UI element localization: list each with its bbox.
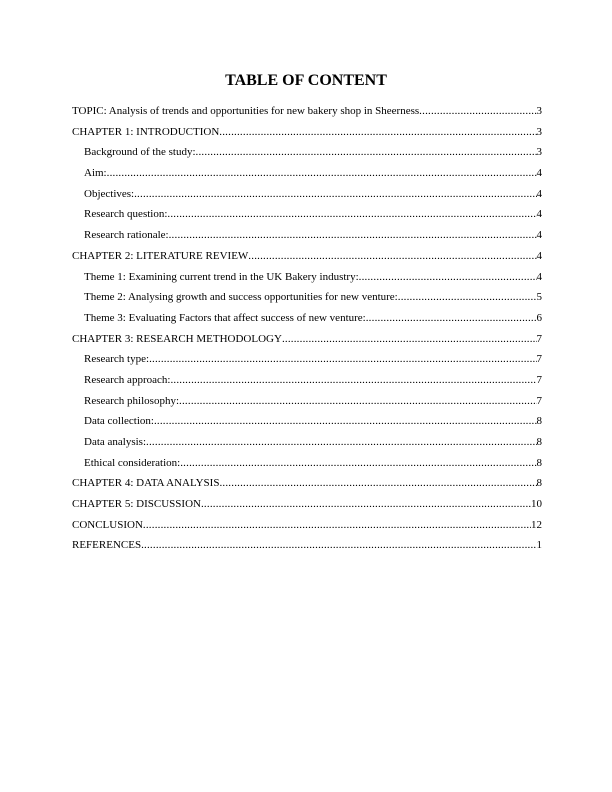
toc-entry-label[interactable]: Background of the study: bbox=[84, 146, 196, 159]
toc-entry[interactable] bbox=[72, 104, 542, 125]
toc-entry[interactable] bbox=[72, 352, 542, 373]
toc-entry[interactable] bbox=[72, 456, 542, 477]
toc-entry-page-number: 6 bbox=[536, 311, 542, 324]
toc-entry-label[interactable]: Theme 1: Examining current trend in the UK Bakery industry: bbox=[84, 270, 359, 283]
toc-entry-page-number: 3 bbox=[536, 105, 542, 117]
toc-entry-page-number: 4 bbox=[536, 167, 542, 180]
toc-entry-page-number: 4 bbox=[536, 229, 542, 242]
toc-entry[interactable] bbox=[72, 414, 542, 435]
toc-entry-label[interactable]: Research philosophy: bbox=[84, 394, 180, 407]
toc-dot-leader bbox=[170, 373, 536, 387]
toc-title: TABLE OF CONTENT bbox=[225, 72, 387, 89]
toc-entry-page-number: 5 bbox=[536, 291, 542, 304]
toc-entry[interactable] bbox=[72, 373, 542, 394]
toc-entry[interactable] bbox=[72, 538, 542, 559]
toc-entry-page-number: 4 bbox=[536, 249, 542, 262]
toc-entry-page-number: 8 bbox=[536, 415, 542, 428]
toc-entry-label[interactable]: Data collection: bbox=[84, 415, 154, 428]
toc-entry-label[interactable]: Theme 2: Analysing growth and success opportunities for new venture: bbox=[84, 291, 398, 304]
toc-entry[interactable] bbox=[72, 125, 542, 146]
toc-entry[interactable] bbox=[72, 249, 542, 270]
toc-entry-label[interactable]: Data analysis: bbox=[84, 436, 147, 448]
toc-dot-leader bbox=[143, 518, 531, 532]
toc-entry-label[interactable]: Objectives: bbox=[84, 187, 135, 200]
toc-dot-leader bbox=[282, 332, 537, 346]
toc-entry-label[interactable]: CHAPTER 1: INTRODUCTION bbox=[72, 125, 220, 138]
toc-entry[interactable] bbox=[72, 332, 542, 353]
toc-entry-page-number: 10 bbox=[531, 498, 542, 511]
toc-entry-page-number: 7 bbox=[536, 353, 542, 366]
toc-entry-page-number: 8 bbox=[536, 456, 542, 469]
toc-dot-leader bbox=[219, 476, 536, 490]
toc-dot-leader bbox=[419, 104, 536, 118]
toc-entry-page-number: 7 bbox=[536, 332, 542, 345]
toc-dot-leader bbox=[146, 435, 536, 449]
toc-entry-label[interactable]: CHAPTER 3: RESEARCH METHODOLOGY bbox=[72, 332, 282, 345]
toc-entry-page-number: 4 bbox=[536, 270, 542, 283]
toc-entry-label[interactable]: Theme 3: Evaluating Factors that affect success of new venture: bbox=[84, 311, 366, 324]
toc-entry-page-number: 8 bbox=[536, 477, 542, 490]
toc-entry-label[interactable]: Research question: bbox=[84, 208, 168, 221]
toc-dot-leader bbox=[154, 414, 537, 428]
toc-entry-label[interactable]: CHAPTER 2: LITERATURE REVIEW bbox=[72, 249, 249, 262]
toc-entry-label[interactable]: Ethical consideration: bbox=[84, 456, 181, 469]
toc-entry-page-number: 7 bbox=[536, 373, 542, 386]
toc-entry[interactable] bbox=[72, 497, 542, 518]
toc-entry-label[interactable]: Research type: bbox=[84, 353, 150, 366]
toc-dot-leader bbox=[134, 187, 536, 201]
toc-entry[interactable] bbox=[72, 145, 542, 166]
toc-entry[interactable] bbox=[72, 187, 542, 208]
toc-entry[interactable] bbox=[72, 518, 542, 539]
toc-dot-leader bbox=[219, 125, 536, 139]
toc-dot-leader bbox=[180, 456, 536, 470]
toc-entry-page-number: 1 bbox=[536, 539, 542, 552]
toc-entry[interactable] bbox=[72, 435, 542, 456]
toc-entry-page-number: 4 bbox=[536, 208, 542, 221]
toc-entry-page-number: 3 bbox=[536, 125, 542, 138]
toc-entry-label[interactable]: CONCLUSION bbox=[72, 518, 143, 531]
toc-entry-label[interactable]: CHAPTER 4: DATA ANALYSIS bbox=[72, 477, 220, 490]
toc-entry-label[interactable]: CHAPTER 5: DISCUSSION bbox=[72, 498, 201, 511]
toc-entry-label[interactable]: TOPIC: Analysis of trends and opportunities for new bakery shop in Sheerness bbox=[72, 105, 420, 117]
toc-dot-leader bbox=[201, 497, 531, 511]
toc-entry-page-number: 4 bbox=[536, 187, 542, 200]
toc-dot-leader bbox=[179, 394, 536, 408]
toc-entry-page-number: 8 bbox=[536, 436, 542, 448]
toc-entry[interactable] bbox=[72, 228, 542, 249]
toc-dot-leader bbox=[359, 270, 537, 284]
toc-entry[interactable] bbox=[72, 311, 542, 332]
toc-entry[interactable] bbox=[72, 476, 542, 497]
toc-entry[interactable] bbox=[72, 270, 542, 291]
toc-entry-label[interactable]: Research approach: bbox=[84, 373, 171, 386]
toc-entry-page-number: 7 bbox=[536, 394, 542, 407]
toc-dot-leader bbox=[149, 352, 536, 366]
toc-entry-label[interactable]: Research rationale: bbox=[84, 229, 169, 242]
toc-dot-leader bbox=[398, 290, 537, 304]
toc-entry-page-number: 3 bbox=[536, 146, 542, 159]
toc-entry[interactable] bbox=[72, 207, 542, 228]
toc-dot-leader bbox=[196, 145, 537, 159]
toc-dot-leader bbox=[167, 207, 536, 221]
toc-dot-leader bbox=[107, 166, 537, 180]
toc-entry-page-number: 12 bbox=[531, 518, 542, 531]
toc-entry[interactable] bbox=[72, 166, 542, 187]
toc-entry-label[interactable]: REFERENCES bbox=[72, 539, 142, 552]
toc-dot-leader bbox=[141, 538, 536, 552]
toc-list bbox=[72, 104, 542, 559]
toc-entry[interactable] bbox=[72, 290, 542, 311]
toc-dot-leader bbox=[248, 249, 536, 263]
toc-dot-leader bbox=[366, 311, 537, 325]
toc-entry[interactable] bbox=[72, 394, 542, 415]
toc-entry-label[interactable]: Aim: bbox=[84, 167, 107, 180]
toc-dot-leader bbox=[169, 228, 537, 242]
